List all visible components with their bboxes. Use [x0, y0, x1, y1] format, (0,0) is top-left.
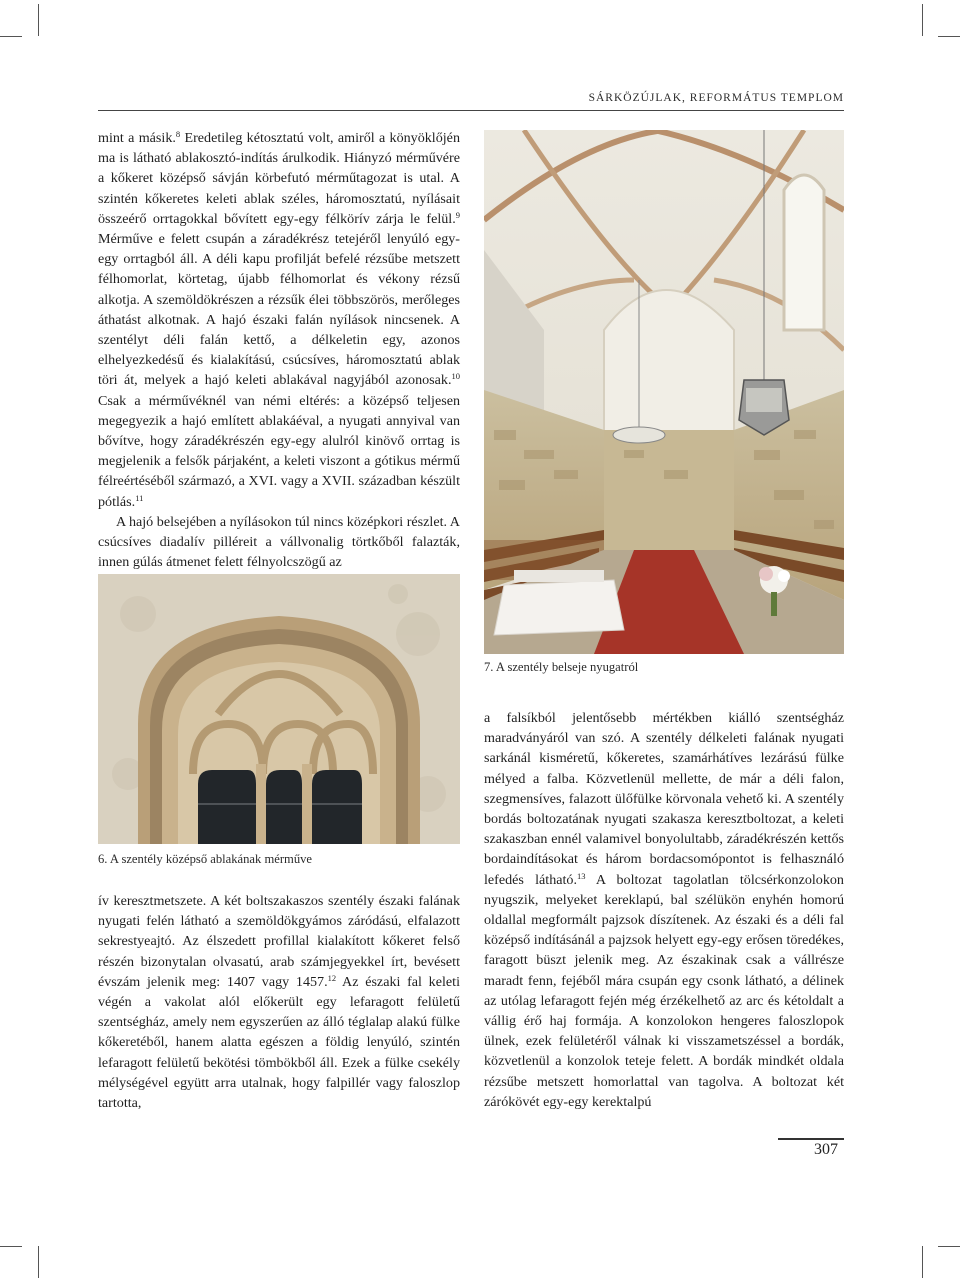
crop-mark [0, 1246, 22, 1247]
crop-mark [38, 1246, 39, 1278]
figure-caption: 7. A szentély belseje nyugatról [484, 660, 639, 674]
church-interior-photo [484, 130, 844, 654]
crop-mark [922, 4, 923, 36]
text-column-right-bottom [484, 708, 844, 1112]
crop-mark [38, 4, 39, 36]
page-number-rule [778, 1138, 844, 1140]
footnote-ref: 10 [451, 371, 460, 382]
arched-tracery-window-photo [98, 574, 460, 844]
footnote-ref: 11 [135, 492, 144, 503]
paragraph: A hajó belsejében a nyílásokon túl nincs középkori részlet. A csúcsíves diadalív pilléreit a vállvonalig törtkőből falazták, innen gúlás átmenet felett félnyolcszögű az [98, 513, 460, 571]
text-column-left-bottom [98, 891, 460, 1113]
crop-mark [0, 36, 22, 37]
crop-mark [938, 1246, 960, 1247]
running-head: SÁRKÖZÚJLAK, REFORMÁTUS TEMPLOM [588, 92, 844, 104]
crop-mark [922, 1246, 923, 1278]
paragraph: mint a másik.$^8$ Eredetileg kétosztatú volt, amiről a könyöklőjén ma is látható ablakosztó-indítás árulkodik. Hiányzó mérművére a kőkeret középső sávján körbefutó mérműtagozat is utal. A szintén kőkeretes keleti ablak széles, háromosztatú, nyílásait összeérő orrtagokkal bővített egy-egy félkörív zárja le felül.$^9$ Mérműve e felett csupán a záradékrész tetejéről lenyúló egy-egy orrtagból áll. A déli kapu profilját befelé rézsűbe metszett félhomorlat, körtetag, újabb félhomorlat és vékony rézsű alkotja. A szemöldökrészen a rézsűk élei többszörös, merőleges áthatást alkotnak. A hajó északi falán nyílások nincsenek. A szentélyt déli falán kettő, a délkeletin egy, azonos elhelyezkedésű és kialakítású, csúcsíves, háromosztatú ablak töri át, melyek a hajó keleti ablakával nagyjából azonosak.$^{10}$ Csak a mérművéknél van némi eltérés: a középső teljesen megegyezik a hajó említett ablakáéval, a nyugati annyival van bővítve, hogy záradékrészén egy-egy alulról kinövő orrtag is megjelenik a felsők párjaként, a keleti viszont a gótikus mérmű félreértéséből származó, a XVI. vagy a XVII. században készült pótlás.$^{11}$ [98, 129, 460, 510]
paragraph: ív keresztmetszete. A két boltszakaszos szentély északi falának nyugati felén látható a szemöldökgyámos záródású, elfalazott sekrestyeajtó. Az élszedett profillal kialakított kőkeret felső részén bizonytalan olvasatú, arab számjegyekkel írt, bevésett évszám jelenik meg: 1407 vagy 1457.12 Az északi fal keleti végén a vakolat alól előkerült egy lefaragott felületű szentségház, amely nem egyszerűen az álló téglalap alakú fülke kőkeretéből, hanem alatta egészen a földig lenyúló, szintén lefaragott felületű bekötési tömbökből áll. Ezek a fülke csekély mélységével együtt arra utalnak, hogy falpillér vagy faloszlop tartotta, [98, 893, 460, 1112]
paragraph: a falsíkból jelentősebb mértékben kiálló szentségház maradványáról van szó. A szentély délkeleti falának nyugati sarkánál kisméretű, kőkeretes, szamárhátíves lezárású fülke mélyed a falba. Közvetlenül mellette, de már a déli falon, szegmensíves, falazott ülőfülke körvonala vehető ki. A szentély bordás boltozatának nyugati szakasza keresztboltozat, a keleti szakaszban ennél valamivel bonyolultabb, záradékrészén kettős bordaindításokat és három bordacsomópontot is felhasználó lefedés látható.$^{13}$ A boltozat tagolatlan tölcsérkonzolokon nyugszik, melyeket kereklapú, bal szélükön enyhén homorú oldallal megformált pajzsok díszítenek. Az északi és a déli fal középső indításánál a pajzsok helyett egy-egy erősen töredékes, faragott büszt jelenik meg. Az északinak csak a vállrésze maradt fenn, fejéből mára csupán egy csonk látható, a délinek az utólag lefaragott fején még érzékelhető az arc és kétoldalt a vállig érő haj formája. A konzolokon hengeres faloszlopok ülnek, ezek felületéről válnak ki visszametszéssel a bordák, közvetlenül a konzolok teteje felett. A bordák mindkét oldala rézsűbe metszett homorlattal van tagolva. A boltozat két zárókövét egy-egy kerektalpú [484, 710, 844, 1110]
text-column-left-top [98, 128, 460, 572]
footnote-ref: 13 [576, 870, 586, 881]
footnote-ref: 12 [327, 972, 337, 983]
figure-caption: 6. A szentély középső ablakának mérműve [98, 852, 313, 866]
footnote-ref: 8 [175, 129, 181, 139]
header-rule [98, 110, 844, 111]
page-number: 307 [814, 1141, 838, 1158]
crop-mark [938, 36, 960, 37]
footnote-ref: 9 [455, 209, 460, 220]
